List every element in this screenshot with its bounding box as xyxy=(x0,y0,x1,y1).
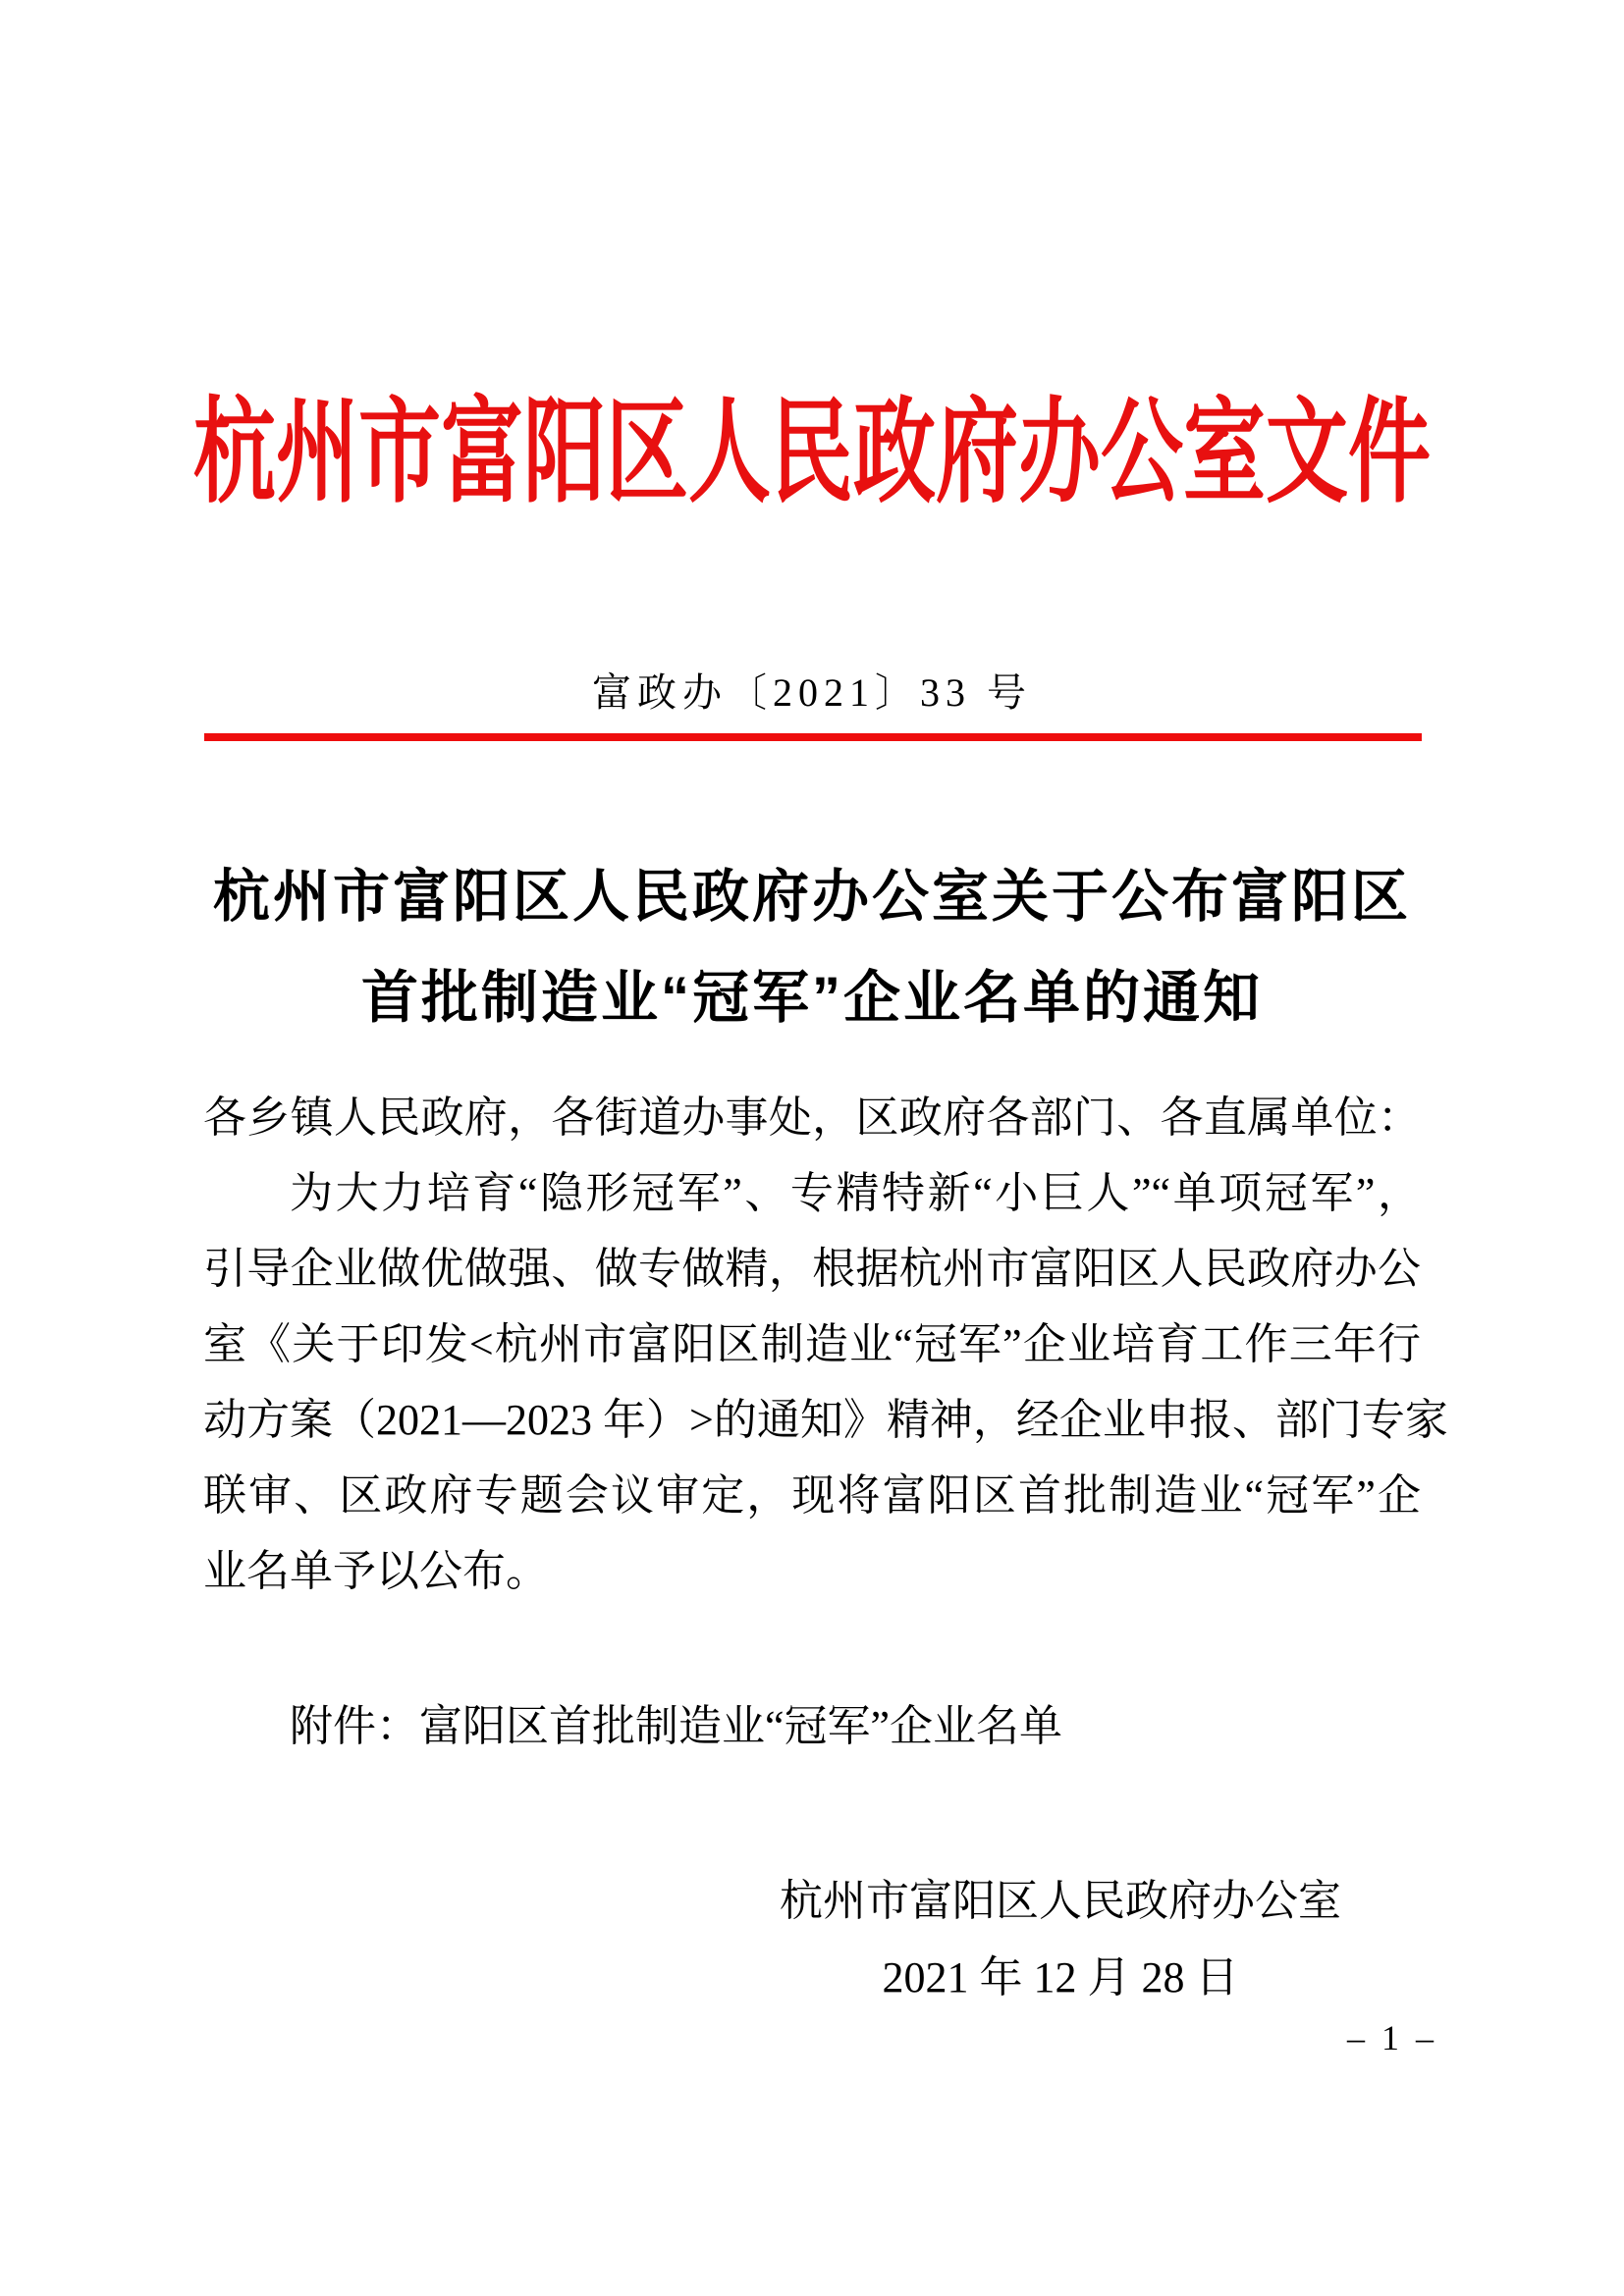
red-divider-line xyxy=(204,733,1422,741)
body-line: 为大力培育“隐形冠军”、专精特新“小巨人”“单项冠军”， xyxy=(290,1169,1421,1217)
issue-date: 2021 年 12 月 28 日 xyxy=(882,1953,1239,2002)
attachment-line: 附件：富阳区首批制造业“冠军”企业名单 xyxy=(290,1702,1063,1750)
body-line: 室《关于印发<杭州市富阳区制造业“冠军”企业培育工作三年行 xyxy=(203,1320,1421,1368)
body-line: 联审、区政府专题会议审定，现将富阳区首批制造业“冠军”企 xyxy=(203,1471,1421,1520)
document-body xyxy=(203,1080,1448,1609)
page-number: – 1 – xyxy=(1347,2018,1437,2057)
government-masthead: 杭州市富阳区人民政府办公室文件 xyxy=(192,391,1431,517)
signature-block xyxy=(248,1863,1624,2016)
salutation-line: 各乡镇人民政府，各街道办事处，区政府各部门、各直属单位： xyxy=(203,1094,1421,1142)
body-line: 业名单予以公布。 xyxy=(203,1547,549,1595)
issuing-authority: 杭州市富阳区人民政府办公室 xyxy=(780,1877,1341,1925)
body-line: 引导企业做优做强、做专做精，根据杭州市富阳区人民政府办公 xyxy=(203,1245,1421,1293)
document-title-line1: 杭州市富阳区人民政府办公室关于公布富阳区 xyxy=(212,865,1411,929)
document-reference-number: 富政办〔2021〕33 号 xyxy=(592,670,1032,715)
body-line: 动方案（2021—2023 年）>的通知》精神，经企业申报、部门专家 xyxy=(203,1396,1448,1444)
document-title-line2: 首批制造业“冠军”企业名单的通知 xyxy=(360,966,1263,1030)
document-title xyxy=(0,846,1624,1048)
